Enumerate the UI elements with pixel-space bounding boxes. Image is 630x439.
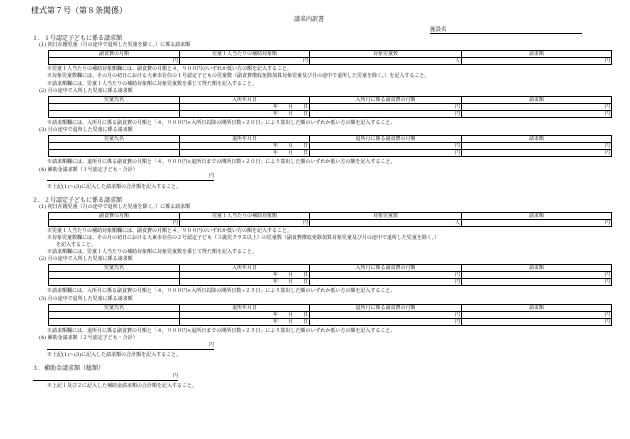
amount-cell[interactable]: 円 (310, 272, 462, 279)
header-cell: 入所月に係る副食費の月額 (310, 97, 462, 104)
amount-cell[interactable]: 円 (310, 104, 462, 111)
table-row (49, 279, 612, 286)
header-cell: 児童氏名 (49, 305, 180, 312)
s1-sub4-heading: (4) 補助金請求額（１号認定子ども・合計） (39, 167, 138, 173)
header-cell: 副食費の月額 (49, 51, 180, 58)
note: ※請求額欄には、児童１人当たりの補助対象額に対象児童数を乗じて得た額を記入すること。 (47, 249, 258, 255)
note: ※上記(1)～(3)に記入した請求額の合計額を記入すること。 (47, 184, 182, 190)
date-cell[interactable]: 年 月 日 (180, 272, 310, 279)
amount-cell[interactable]: 円 (462, 279, 612, 286)
amount-cell[interactable]: 円 (462, 150, 612, 157)
amount-cell[interactable]: 円 (462, 111, 612, 118)
date-cell[interactable]: 年 月 日 (180, 143, 310, 150)
header-cell: 退所月に係る副食費の月額 (310, 305, 462, 312)
grand-total-field[interactable]: 円 (33, 374, 178, 381)
name-cell[interactable] (49, 319, 180, 326)
header-cell: 請求額 (462, 51, 612, 58)
page-title: 請求内訳書 (294, 16, 325, 23)
form-number: 様式第７号（第８条関係） (31, 6, 127, 15)
facility-name-field[interactable] (430, 28, 582, 34)
amount-cell[interactable]: 円 (310, 111, 462, 118)
date-cell[interactable]: 年 月 日 (180, 104, 310, 111)
s1-sub3-heading: (3) 月の途中で退所した児童に係る請求額 (39, 127, 133, 133)
s2-sub3-heading: (3) 月の途中で退所した児童に係る請求額 (39, 296, 133, 302)
header-cell: 児童１人当たりの補助対象額 (180, 213, 310, 220)
header-cell: 副食費の月額 (49, 213, 180, 220)
s1-total-field[interactable]: 円 (47, 174, 214, 181)
name-cell[interactable] (49, 312, 180, 319)
table-row (49, 111, 612, 118)
header-cell: 児童１人当たりの補助対象額 (180, 51, 310, 58)
header-cell: 請求額 (462, 265, 612, 272)
s2-sub1-table (48, 212, 612, 227)
input-cell[interactable]: 人 (310, 220, 462, 227)
header-cell: 対象児童数 (310, 51, 462, 58)
header-cell: 児童氏名 (49, 136, 180, 143)
name-cell[interactable] (49, 150, 180, 157)
s2-sub3-table (48, 304, 612, 326)
header-cell: 入所年月日 (180, 265, 310, 272)
note: ※児童１人当たりの補助対象額欄には、副食費の月額と４，９００円のいずれか低い方の額を記入すること。 (47, 228, 293, 234)
header-cell: 退所年月日 (180, 305, 310, 312)
section-3-heading: ３．補助金請求額（総額） (32, 365, 105, 372)
s1-sub1-table (48, 50, 612, 65)
amount-cell[interactable]: 円 (462, 319, 612, 326)
header-cell: 児童氏名 (49, 265, 180, 272)
input-cell[interactable]: 円 (180, 220, 310, 227)
note: ※請求額欄には、児童１人当たりの補助対象額に対象児童数を乗じて得た額を記入すること。 (47, 81, 258, 87)
s2-total-field[interactable]: 円 (47, 343, 214, 350)
note: ※対象児童数欄には、その月の初日における大東市在住の１号認定子どもの児童数（副食費徴収免除加算対象児童及び月の途中で退所した児童を除く。）を記入すること。 (47, 73, 430, 79)
note: ※対象児童数欄には、その月の初日における大東市在住の２号認定子ども（３歳児クラス以上）の児童数（副食費徴収免除加算対象児童及び月の途中で退所した児童を除く。） (47, 235, 440, 241)
date-cell[interactable]: 年 月 日 (180, 312, 310, 319)
note: ※上記(1)～(3)に記入した請求額の合計額を記入すること。 (47, 352, 182, 358)
s2-sub2-table (48, 264, 612, 286)
note: ※請求額欄には、退所月に係る副食費の月額と「４，９００円×退所日までの開所日数÷２０日」により算出した額のいずれか低い方の額を記入すること。 (47, 159, 396, 165)
input-cell[interactable]: 円 (49, 220, 180, 227)
amount-cell[interactable]: 円 (310, 143, 462, 150)
section-1-heading: １．１号認定子どもに係る請求額 (32, 35, 123, 42)
input-cell[interactable]: 円 (462, 58, 612, 65)
note: ※上記１及び２に記入した補助金請求額の合計額を記入すること。 (47, 383, 198, 389)
input-cell[interactable]: 円 (49, 58, 180, 65)
table-row (49, 104, 612, 111)
table-row (49, 312, 612, 319)
s2-sub1-heading: (1) 初日在籍児童（月の途中で退所した児童を除く。）に係る請求額 (39, 204, 191, 210)
header-cell: 退所年月日 (180, 136, 310, 143)
name-cell[interactable] (49, 143, 180, 150)
header-cell: 児童氏名 (49, 97, 180, 104)
date-cell[interactable]: 年 月 日 (180, 150, 310, 157)
amount-cell[interactable]: 円 (462, 272, 612, 279)
section-2-heading: ２．２号認定子どもに係る請求額 (32, 197, 123, 204)
amount-cell[interactable]: 円 (310, 150, 462, 157)
s2-sub4-heading: (4) 補助金請求額（２号認定子ども・合計） (39, 335, 138, 341)
name-cell[interactable] (49, 104, 180, 111)
header-cell: 対象児童数 (310, 213, 462, 220)
header-cell: 請求額 (462, 213, 612, 220)
s2-sub2-heading: (2) 月の途中で入所した児童に係る請求額 (39, 256, 133, 262)
header-cell: 入所年月日 (180, 97, 310, 104)
note: ※請求額欄には、入所月に係る副食費の月額と「４，９００円×入所日以降の開所日数÷２５日」により算出した額のいずれか低い方の額を記入すること。 (47, 288, 396, 294)
header-cell: 請求額 (462, 97, 612, 104)
s1-sub2-table (48, 96, 612, 118)
date-cell[interactable]: 年 月 日 (180, 279, 310, 286)
name-cell[interactable] (49, 279, 180, 286)
input-cell[interactable]: 円 (462, 220, 612, 227)
name-cell[interactable] (49, 111, 180, 118)
table-row (49, 272, 612, 279)
amount-cell[interactable]: 円 (310, 312, 462, 319)
header-cell: 退所月に係る副食費の月額 (310, 136, 462, 143)
s1-sub2-heading: (2) 月の途中で入所した児童に係る請求額 (39, 88, 133, 94)
header-cell: 入所月に係る副食費の月額 (310, 265, 462, 272)
table-row (49, 319, 612, 326)
s1-sub1-heading: (1) 初日在籍児童（月の途中で退所した児童を除く。）に係る請求額 (39, 42, 191, 48)
header-cell: 請求額 (462, 136, 612, 143)
input-cell[interactable]: 円 (180, 58, 310, 65)
name-cell[interactable] (49, 272, 180, 279)
amount-cell[interactable]: 円 (310, 279, 462, 286)
s1-sub3-table (48, 135, 612, 157)
date-cell[interactable]: 年 月 日 (180, 319, 310, 326)
amount-cell[interactable]: 円 (462, 312, 612, 319)
amount-cell[interactable]: 円 (462, 143, 612, 150)
facility-label: 施設名 (430, 27, 447, 33)
note: ※請求額欄には、入所月に係る副食費の月額と「４，９００円×入所日以降の開所日数÷２０日」により算出した額のいずれか低い方の額を記入すること。 (47, 120, 396, 126)
amount-cell[interactable]: 円 (462, 104, 612, 111)
table-row (49, 150, 612, 157)
note: ※児童１人当たりの補助対象額欄には、副食費の月額と４，９００円のいずれか低い方の額を記入すること。 (47, 66, 293, 72)
note: ※請求額欄には、退所月に係る副食費の月額と「４，９００円×退所日までの開所日数÷２５日」により算出した額のいずれか低い方の額を記入すること。 (47, 328, 396, 334)
note: を記入すること。 (56, 242, 97, 248)
header-cell: 請求額 (462, 305, 612, 312)
input-cell[interactable]: 人 (310, 58, 462, 65)
table-row (49, 143, 612, 150)
amount-cell[interactable]: 円 (310, 319, 462, 326)
date-cell[interactable]: 年 月 日 (180, 111, 310, 118)
